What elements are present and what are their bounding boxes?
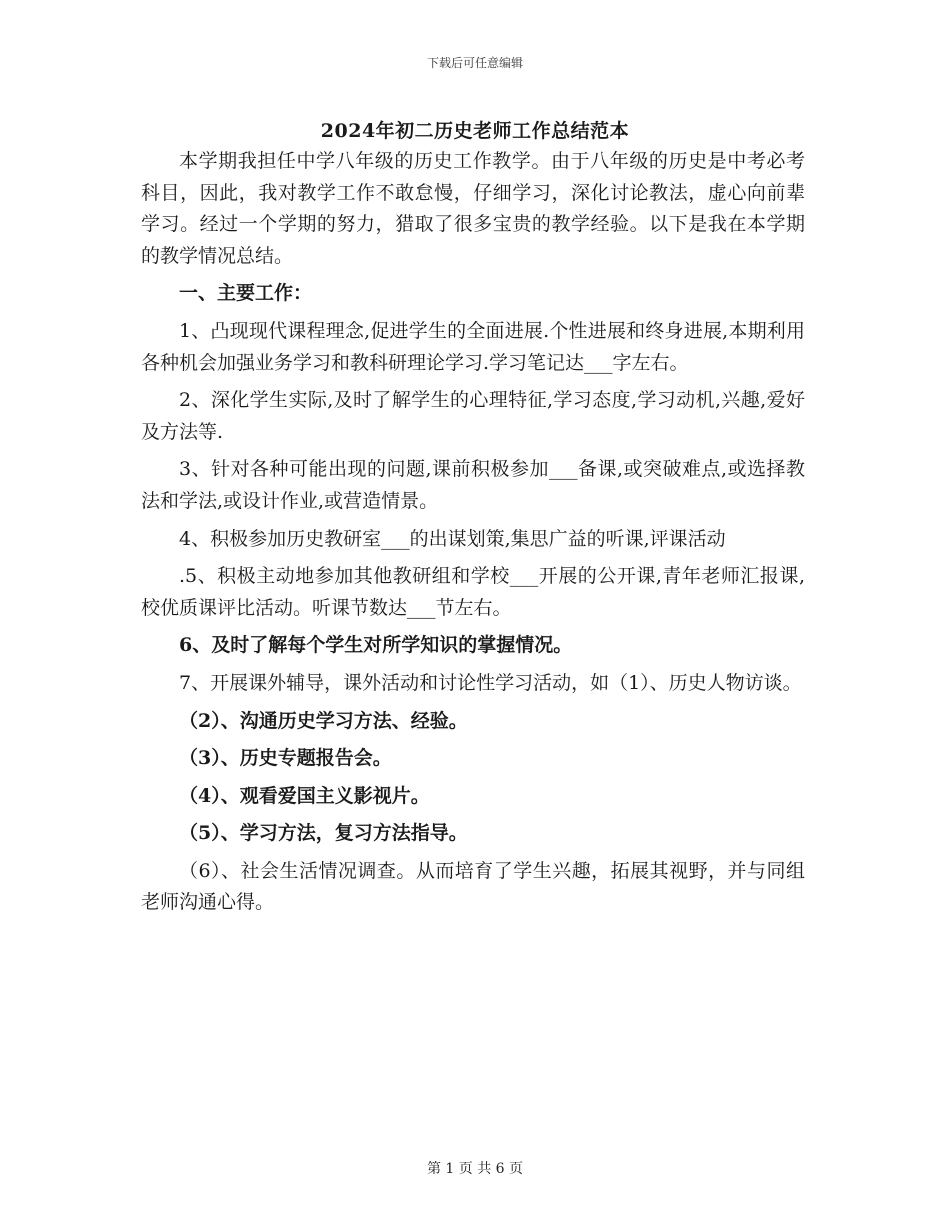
sub-item: （4）、观看爱国主义影视片。 [179, 784, 430, 807]
sub-item: （6）、社会生活情况调查。从而培育了学生兴趣，拓展其视野，并与同组老师沟通心得。 [141, 859, 805, 914]
intro-paragraph: 本学期我担任中学八年级的历史工作教学。由于八年级的历史是中考必考科目，因此，我对教学工作不敢怠慢，仔细学习，深化讨论教法，虚心向前辈学习。经过一个学期的努力，猎取了很多宝贵的教学经验。以下是我在本学期的教学情况总结。 [141, 150, 805, 267]
list-item: 3、针对各种可能出现的问题,课前积极参加___备课,或突破难点,或选择教法和学法,或设计作业,或营造情景。 [141, 458, 805, 512]
sub-item: （3）、历史专题报告会。 [179, 747, 392, 770]
sub-item: （5）、学习方法，复习方法指导。 [179, 822, 468, 845]
list-item: 2、深化学生实际,及时了解学生的心理特征,学习态度,学习动机,兴趣,爱好及方法等. [141, 389, 805, 443]
document-body [141, 146, 805, 919]
page-number: 第 1 页 共 6 页 [426, 1161, 524, 1177]
header-note: 下载后可任意编辑 [426, 56, 523, 70]
document-title: 2024年初二历史老师工作总结范本 [320, 120, 630, 142]
section-heading: 一、主要工作： [179, 282, 313, 305]
sub-item: （2）、沟通历史学习方法、经验。 [179, 709, 468, 732]
list-item: 6、及时了解每个学生对所学知识的掌握情况。 [179, 634, 573, 657]
list-item: 4、积极参加历史教研室___的出谋划策,集思广益的听课,评课活动 [179, 527, 726, 550]
list-item: .5、积极主动地参加其他教研组和学校___开展的公开课,青年老师汇报课,校优质课评比活动。听课节数达___节左右。 [141, 565, 805, 619]
list-item: 7、开展课外辅导，课外活动和讨论性学习活动，如（1）、历史人物访谈。 [179, 671, 802, 694]
list-item: 1、凸现现代课程理念,促进学生的全面进展.个性进展和终身进展,本期利用各种机会加强业务学习和教科研理论学习.学习笔记达___字左右。 [141, 319, 805, 374]
